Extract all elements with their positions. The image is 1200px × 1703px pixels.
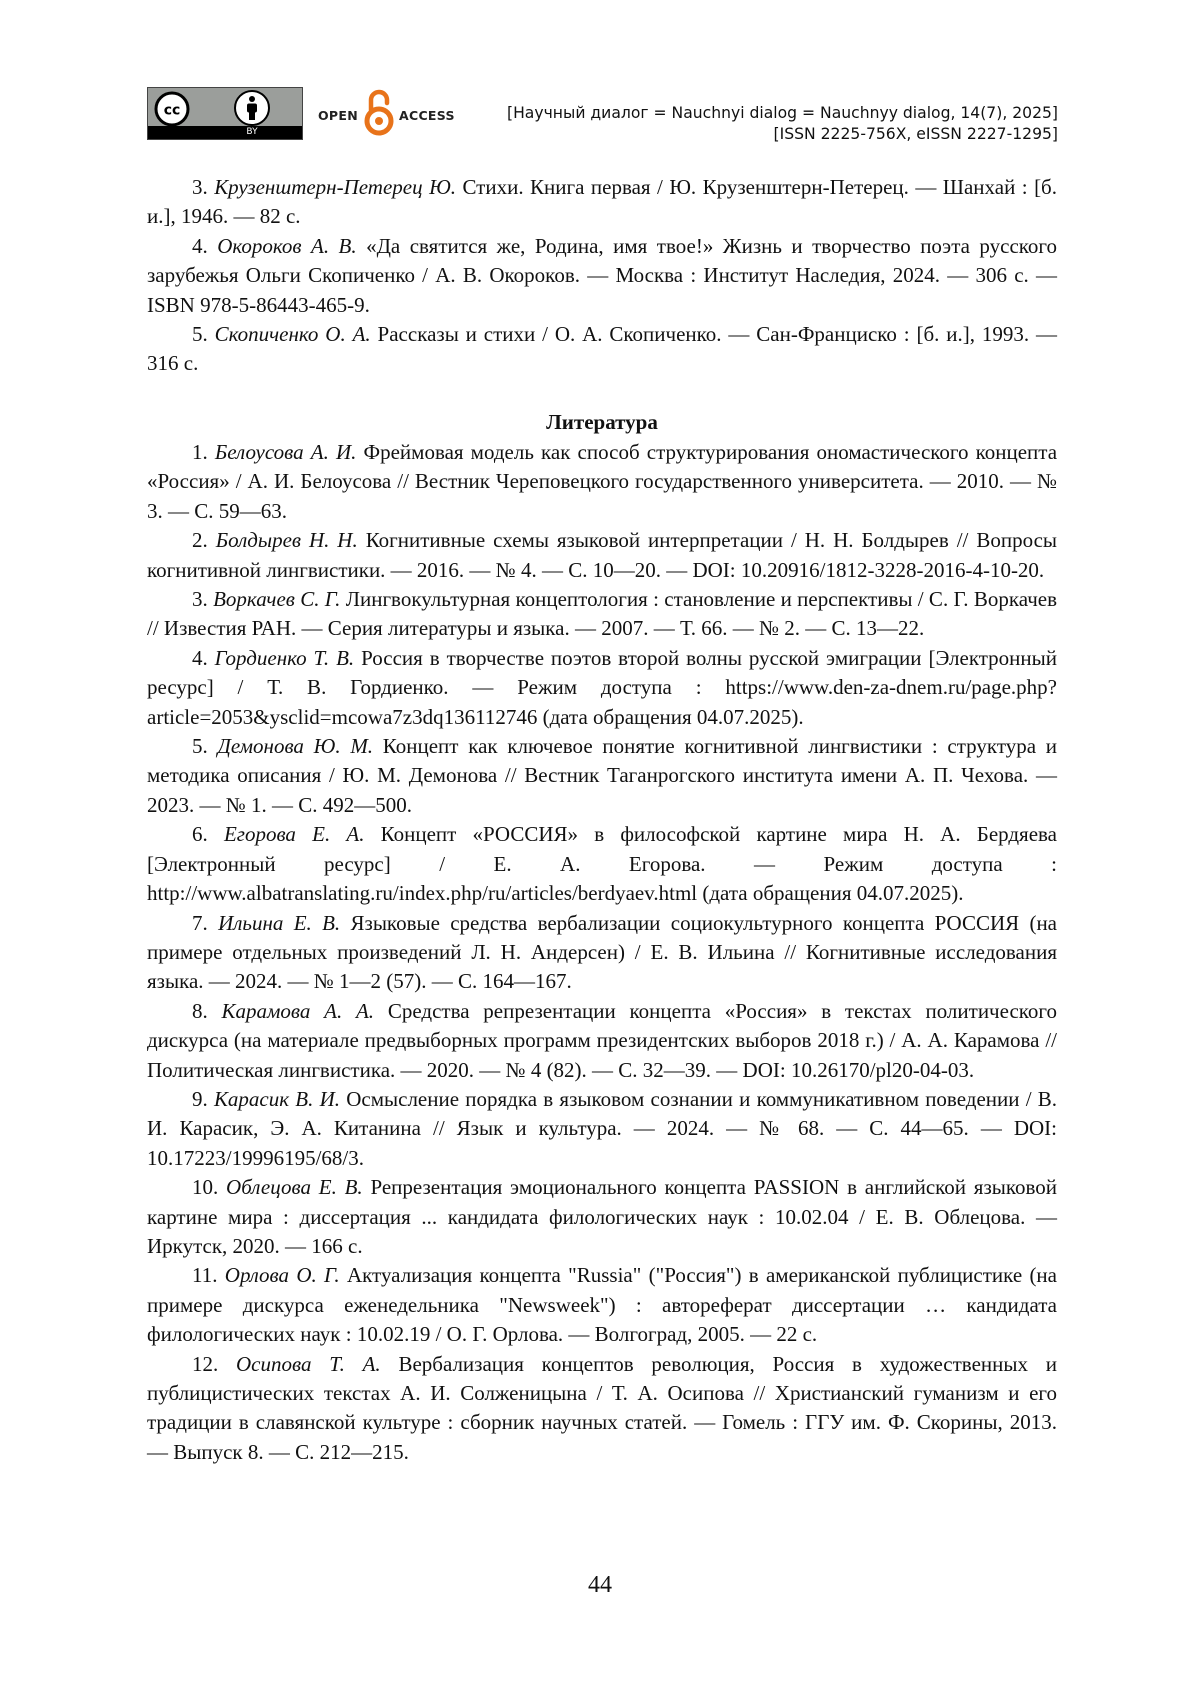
- journal-citation-line: [Научный диалог = Nauchnyi dialog = Nauchnyy dialog, 14(7), 2025]: [507, 104, 1058, 122]
- entry-number: 5.: [192, 322, 208, 347]
- list-item: [147, 644, 1057, 732]
- entry-author: Воркачев С. Г.: [213, 587, 341, 612]
- entry-text: Фреймовая модель как способ структурирования ономастического концепта «Россия» / А. И. Белоусова // Вестник Череповецкого государственного университета. — 2010. — № 3. — С. 59—63.: [147, 440, 1058, 523]
- svg-text:cc: cc: [163, 102, 181, 119]
- list-item: [147, 732, 1057, 820]
- entry-text: Осмысление порядка в языковом сознании и коммуникативном поведении / В. И. Карасик, Э. А. Китанина // Язык и культура. — 2024. — № 68. — С. 44—65. — DOI: 10.17223/19996195/68/3.: [147, 1086, 1058, 1170]
- entry-text: Средства репрезентации концепта «Россия» в текстах политического дискурса (на материале предвыборных программ президентских выборов 2018 г.) / А. А. Карамова // Политическая лингвистика. — 2020. — № 4 (82). — С. 32—39. — DOI: 10.26170/pl20-04-03.: [147, 998, 1058, 1082]
- entry-number: 8.: [192, 998, 208, 1023]
- entry-text: Концепт «РОССИЯ» в философской картине мира Н. А. Бердяева [Электронный ресурс] / Е. А. Егорова. — Режим доступа : http://www.albatranslating.ru/index.php/ru/articles/berdyaev.html (дата обращения 04.07.2025).: [147, 822, 1058, 906]
- entry-text: «Да святится же, Родина, имя твое!» Жизнь и творчество поэта русского зарубежья Ольги Скопиченко / А. В. Окороков. — Москва : Институт Наследия, 2024. — 306 с. — ISBN 978-5-86443-465-9.: [147, 233, 1058, 317]
- entry-author: Болдырев Н. Н.: [215, 528, 358, 553]
- entry-author: Орлова О. Г.: [224, 1263, 340, 1288]
- entry-number: 10.: [192, 1175, 219, 1200]
- entry-text: Вербализация концептов революция, Россия в художественных и публицистических текстах А. И. Солженицына / Т. А. Осипова // Христианский гуманизм и его традиции в славянской культуре : сборник научных статей. — Гомель : ГГУ им. Ф. Скорины, 2013. — Выпуск 8. — С. 212—215.: [147, 1351, 1058, 1464]
- list-item: [147, 526, 1057, 585]
- sources-list: [147, 173, 1057, 379]
- entry-text: Когнитивные схемы языковой интерпретации / Н. Н. Болдырев // Вопросы когнитивной лингвистики. — 2016. — № 4. — С. 10—20. — DOI: 10.20916/1812-3228-2016-4-10-20.: [147, 528, 1058, 582]
- cc-by-license-badge[interactable]: [147, 87, 303, 140]
- license-by-label: BY: [246, 127, 258, 137]
- entry-author: Осипова Т. А.: [236, 1351, 381, 1376]
- entry-number: 2.: [192, 528, 208, 553]
- journal-issn-line: [ISSN 2225-756X, eISSN 2227-1295]: [773, 125, 1058, 143]
- entry-author: Облецова Е. В.: [226, 1175, 363, 1200]
- entry-number: 3.: [192, 175, 208, 199]
- entry-text: Рассказы и стихи / О. А. Скопиченко. — Сан-Франциско : [б. и.], 1993. — 316 с.: [147, 322, 1057, 376]
- list-item: [147, 997, 1057, 1085]
- open-text: OPEN: [318, 108, 358, 123]
- entry-author: Карасик В. И.: [213, 1086, 341, 1111]
- entry-number: 12.: [192, 1351, 219, 1376]
- license-strip: [148, 126, 302, 139]
- entry-number: 6.: [192, 822, 208, 847]
- entry-author: Демонова Ю. М.: [217, 734, 374, 759]
- open-access-logo: [318, 88, 458, 138]
- entry-number: 5.: [192, 734, 208, 759]
- literature-heading: Литература: [546, 410, 658, 434]
- entry-author: Гордиенко Т. В.: [214, 645, 355, 670]
- entry-number: 11.: [192, 1263, 218, 1288]
- list-item: [147, 909, 1057, 997]
- list-item: [147, 1261, 1057, 1349]
- list-item: [147, 585, 1057, 644]
- entry-author: Крузенштерн-Петерец Ю.: [214, 175, 456, 199]
- entry-text: Стихи. Книга первая / Ю. Крузенштерн-Петерец. — Шанхай : [б. и.], 1946. — 82 с.: [147, 175, 1057, 229]
- list-item: [147, 173, 1057, 232]
- entry-text: Языковые средства вербализации социокультурного концепта РОССИЯ (на примере отдельных произведений Л. Н. Андерсен) / Е. В. Ильина // Когнитивные исследования языка. — 2024. — № 1—2 (57). — С. 164—167.: [147, 910, 1058, 994]
- journal-reference: [507, 103, 1058, 145]
- entry-author: Егорова Е. А.: [223, 822, 365, 847]
- entry-number: 9.: [192, 1086, 208, 1111]
- list-item: [147, 1350, 1057, 1468]
- list-item: [147, 1085, 1057, 1173]
- entry-number: 4.: [192, 645, 208, 670]
- entry-text: Лингвокультурная концептология : становление и перспективы / С. Г. Воркачев // Известия РАН. — Серия литературы и языка. — 2007. — Т. 66. — № 2. — С. 13—22.: [147, 587, 1058, 641]
- entry-text: Концепт как ключевое понятие когнитивной лингвистики : структура и методика описания / Ю. М. Демонова // Вестник Таганрогского института имени А. П. Чехова. — 2023. — № 1. — С. 492—500.: [147, 734, 1058, 817]
- entry-author: Белоусова А. И.: [214, 440, 357, 464]
- entry-number: 1.: [192, 440, 208, 464]
- entry-author: Окороков А. В.: [217, 233, 357, 258]
- entry-text: Россия в творчестве поэтов второй волны русской эмиграции [Электронный ресурс] / Т. В. Гордиенко. — Режим доступа : https://www.den-za-dnem.ru/page.php?article=2053&ysclid=mcowa7z3dq136112746 (дата обращения 04.07.2025).: [147, 645, 1058, 729]
- entry-number: 3.: [192, 587, 208, 612]
- list-item: [147, 820, 1057, 908]
- attribution-person-icon: [232, 89, 272, 127]
- entry-author: Скопиченко О. А.: [214, 322, 371, 347]
- open-access-lock-icon: [362, 88, 396, 138]
- access-text: ACCESS: [399, 108, 455, 123]
- entry-number: 4.: [192, 233, 208, 258]
- entry-text: Актуализация концепта "Russia" ("Россия") в американской публицистике (на примере дискурса еженедельника "Newsweek") : автореферат диссертации … кандидата филологических наук : 10.02.19 / О. Г. Орлова. — Волгоград, 2005. — 22 с.: [147, 1263, 1057, 1347]
- page-number: 44: [588, 1572, 612, 1598]
- literature-list: [147, 438, 1057, 1467]
- entry-number: 7.: [192, 910, 208, 935]
- entry-text: Репрезентация эмоционального концепта PASSION в английской языковой картине мира : диссертация ... кандидата филологических наук : 10.02.04 / Е. В. Облецова. — Иркутск, 2020. — 166 с.: [147, 1175, 1058, 1258]
- list-item: [147, 1173, 1057, 1261]
- entry-author: Карамова А. А.: [221, 998, 375, 1023]
- list-item: [147, 320, 1057, 379]
- list-item: [147, 438, 1057, 526]
- list-item: [147, 232, 1057, 320]
- cc-icon: [154, 91, 190, 127]
- entry-author: Ильина Е. В.: [218, 910, 341, 935]
